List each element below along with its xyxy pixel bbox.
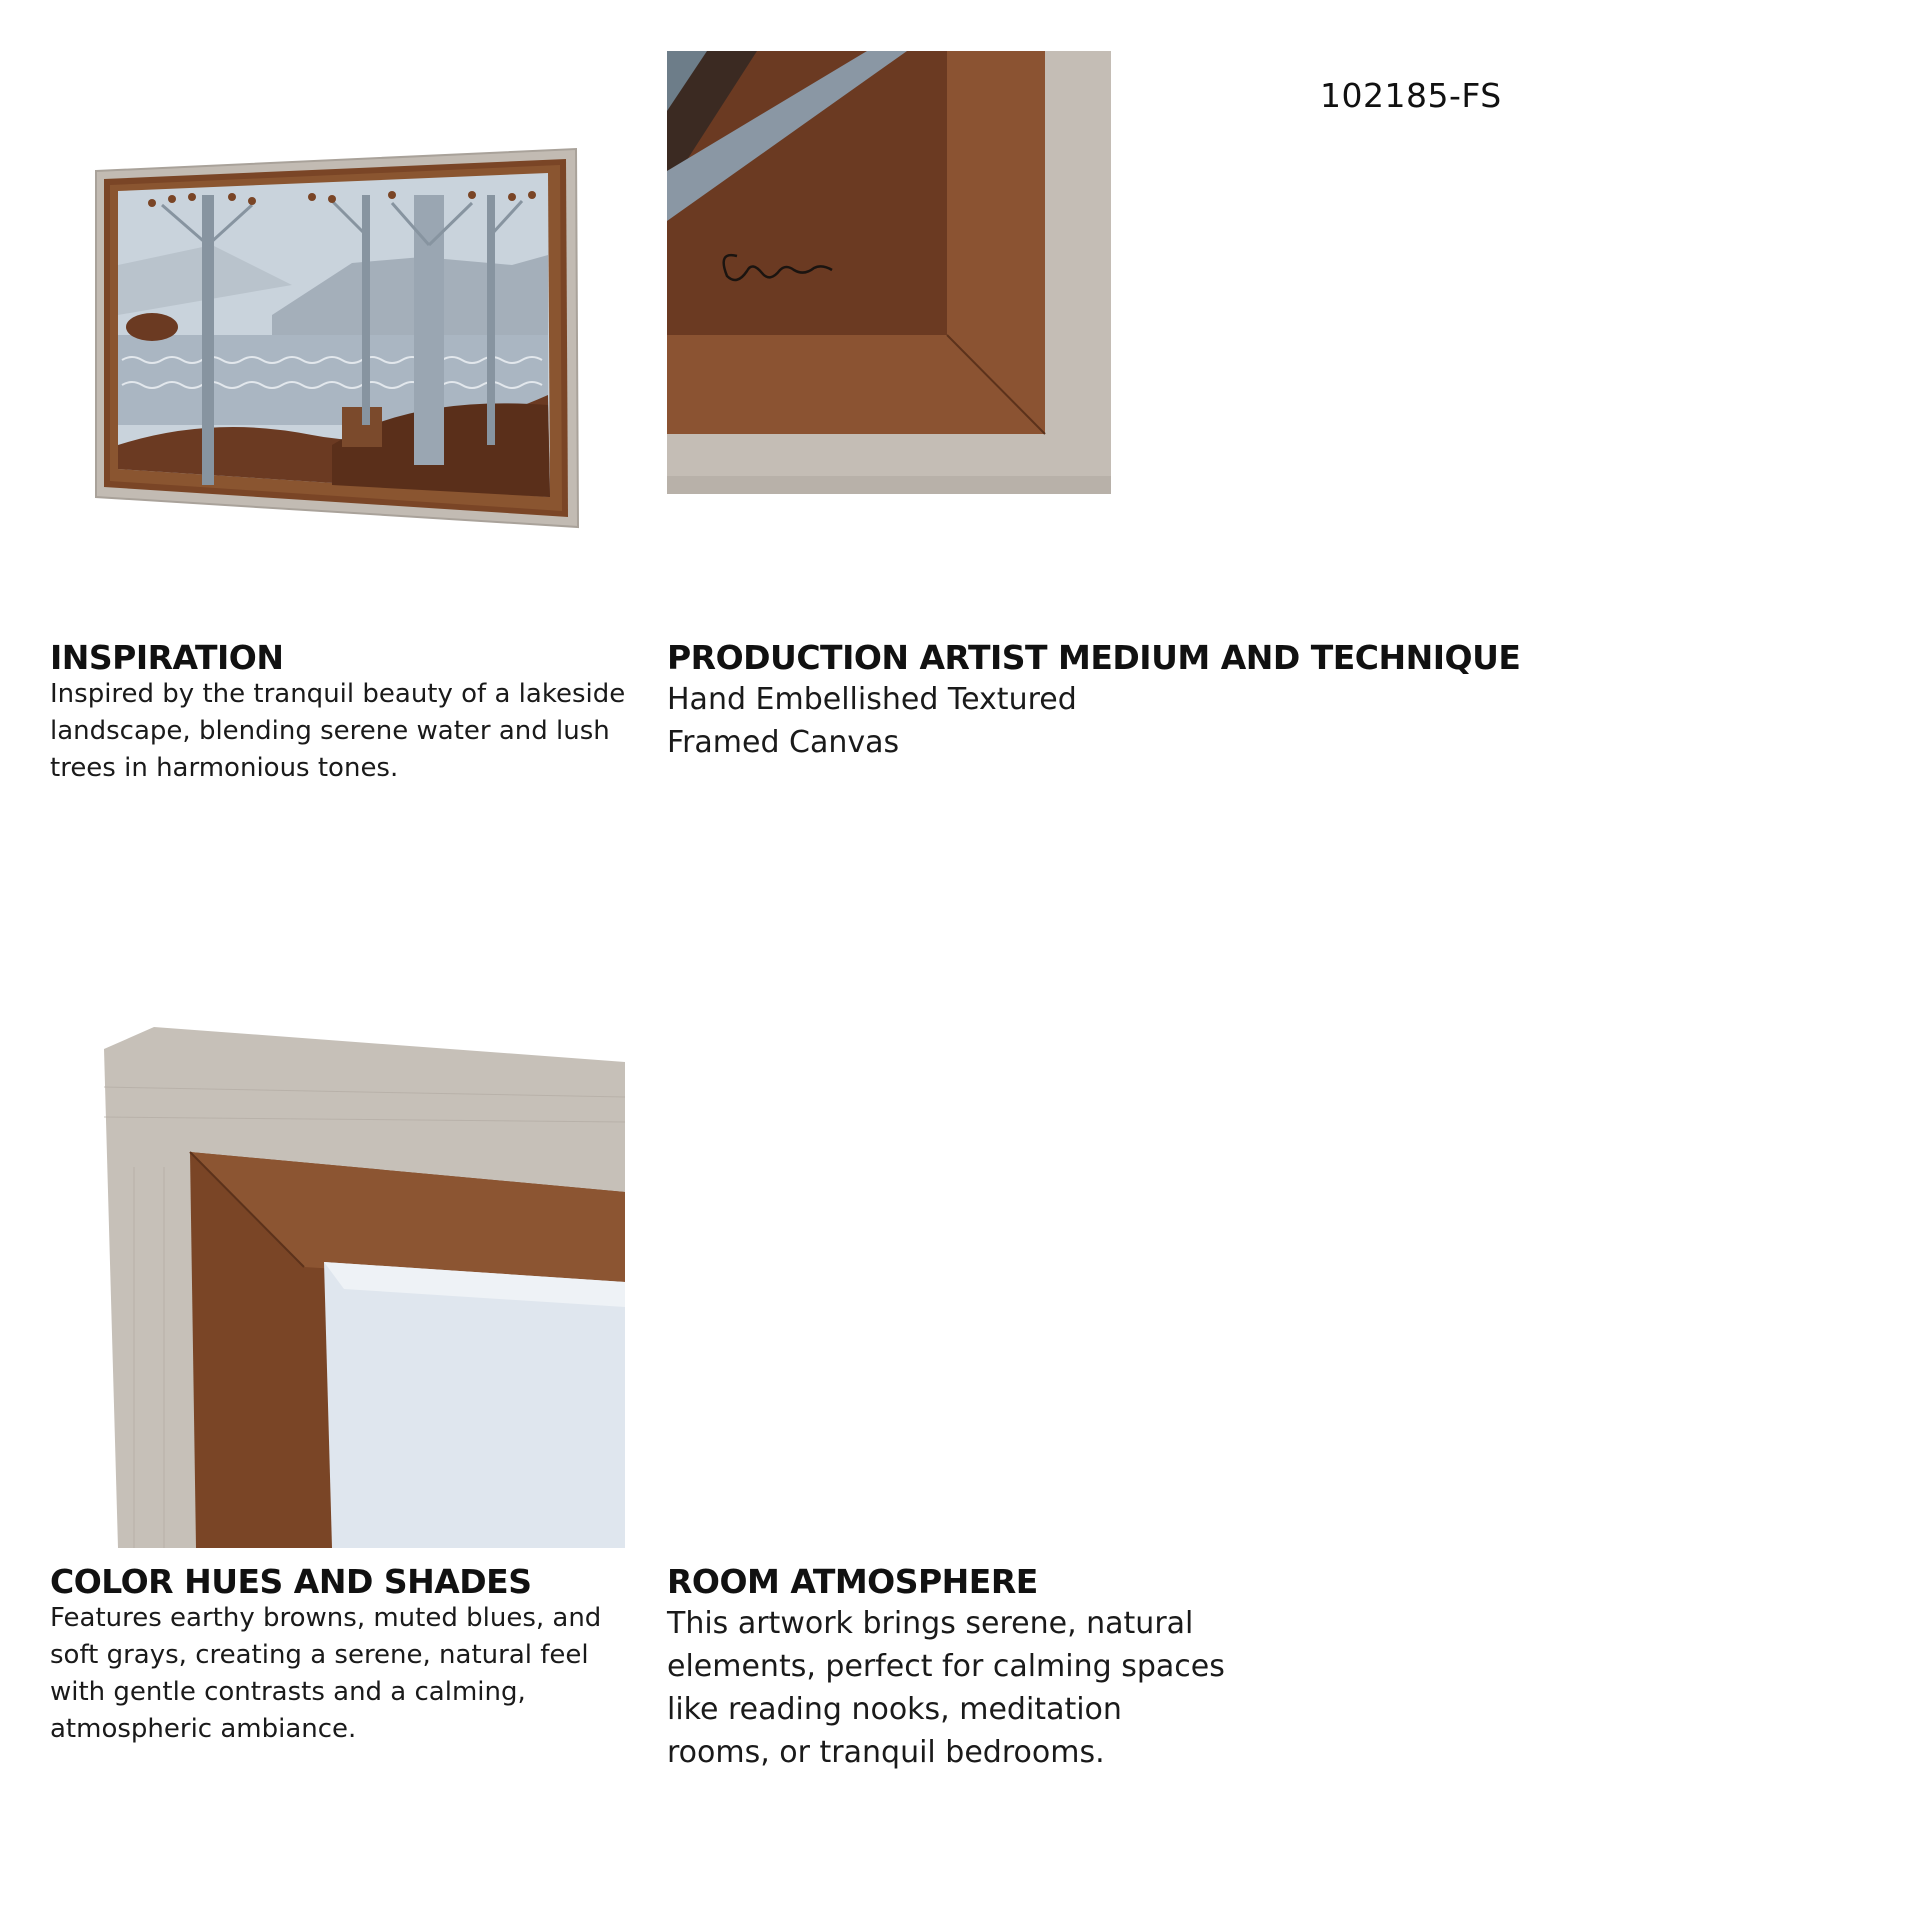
product-sku: 102185-FS	[1320, 76, 1502, 115]
color-text: Features earthy browns, muted blues, and soft grays, creating a serene, natural feel with gentle contrasts and a calming, atmospheric ambiance.	[50, 1603, 602, 1744]
product-image-full	[92, 145, 582, 535]
production-heading: PRODUCTION ARTIST MEDIUM AND TECHNIQUE	[667, 638, 1521, 677]
room-heading: ROOM ATMOSPHERE	[667, 1562, 1038, 1601]
inspiration-text: Inspired by the tranquil beauty of a lakeside landscape, blending serene water and lush trees in harmonious tones.	[50, 679, 626, 783]
product-image-frame-closeup	[104, 1027, 625, 1548]
production-text: Hand Embellished Textured Framed Canvas	[667, 682, 1077, 760]
product-image-corner-detail	[667, 51, 1111, 494]
color-heading: COLOR HUES AND SHADES	[50, 1562, 532, 1601]
room-text: This artwork brings serene, natural elements, perfect for calming spaces like reading nooks, meditation rooms, or tranquil bedrooms.	[667, 1606, 1225, 1770]
inspiration-heading: INSPIRATION	[50, 638, 284, 677]
